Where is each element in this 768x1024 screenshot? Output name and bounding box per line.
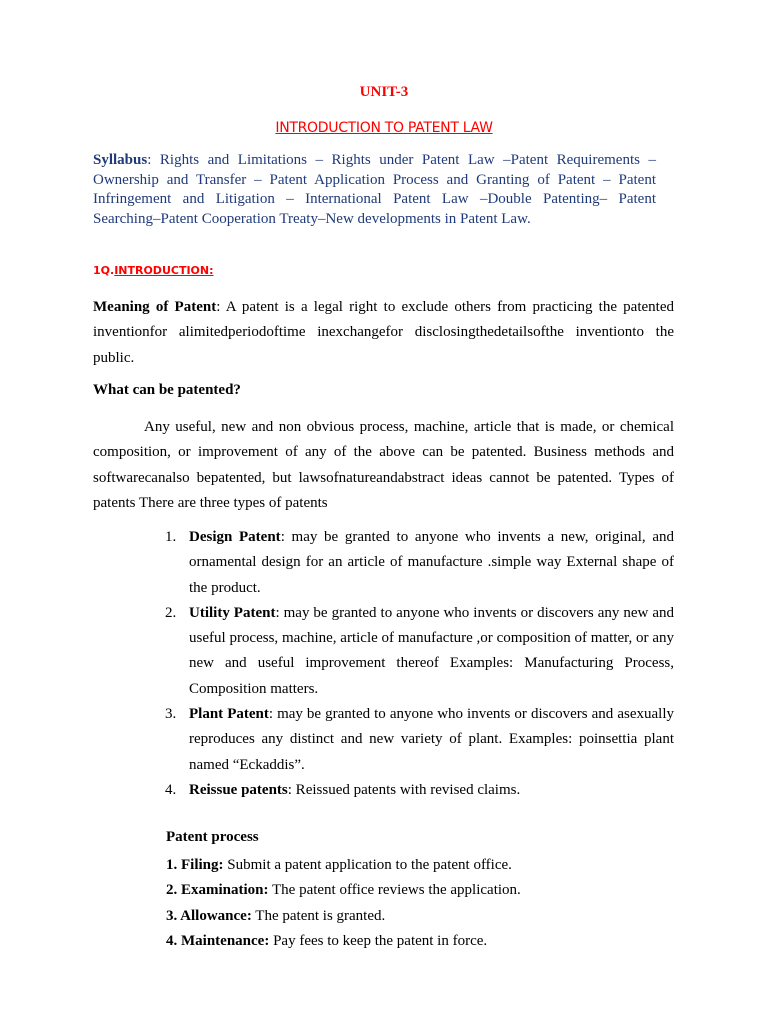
process-step-label: 3. Allowance: xyxy=(166,907,252,924)
meaning-paragraph xyxy=(93,295,674,371)
patent-process-list xyxy=(166,853,674,954)
list-item-label: Plant Patent xyxy=(189,706,269,723)
unit-title: UNIT-3 xyxy=(359,84,409,100)
process-step-label: 4. Maintenance: xyxy=(166,932,270,949)
syllabus-paragraph xyxy=(93,151,656,229)
process-step-text: The patent is granted. xyxy=(251,907,386,924)
list-item-number: 1. xyxy=(165,529,177,545)
useful-paragraph: Any useful, new and non obvious process, machine, article that is made, or chemical composition, or improvement of any of the above can be patented. Business methods and softwarecanalso bepatented, but lawsofnatureandabstract ideas cannot be patented. Types of patents There are three types of patents xyxy=(93,419,674,511)
list-item xyxy=(166,904,674,929)
intro-heading-label: INTRODUCTION: xyxy=(114,264,214,277)
meaning-label: Meaning of Patent xyxy=(93,299,217,315)
list-item xyxy=(166,853,674,878)
syllabus-text: : Rights and Limitations – Rights under Patent Law –Patent Requirements – Ownership and Transfer – Patent Application Process and Granting of Patent – Patent Infringement and Litigation – International Patent Law –Double Patenting– Patent Searching–Patent Cooperation Treaty–New developments in Patent Law. xyxy=(93,152,656,227)
patent-process-heading: Patent process xyxy=(166,829,259,845)
list-item-number: 2. xyxy=(165,604,177,621)
intro-heading-prefix: 1Q. xyxy=(93,264,115,277)
list-item-text: : may be granted to anyone who invents or discovers and asexually reproduces any distinct and new variety of plant. Examples: poinsettia plant named “Eckaddis”. xyxy=(189,706,674,773)
list-item-number: 4. xyxy=(165,781,177,798)
process-step-label: 1. Filing: xyxy=(166,857,224,873)
list-item xyxy=(165,778,674,803)
process-step-label: 2. Examination: xyxy=(166,882,269,899)
intro-heading xyxy=(93,264,214,277)
list-item-text: : may be granted to anyone who invents a new, original, and ornamental design for an article of manufacture .simple way External shape of the product. xyxy=(189,529,674,596)
patent-types-list xyxy=(165,525,674,803)
list-item-number: 3. xyxy=(165,706,177,723)
list-item-label: Design Patent xyxy=(189,529,281,545)
meaning-text: : A patent is a legal right to exclude others from practicing the patented inventionfor alimitedperiodoftime inexchangefor disclosingthedetailsofthe inventionto the public. xyxy=(93,299,674,366)
process-step-text: The patent office reviews the application. xyxy=(268,882,521,899)
main-title: INTRODUCTION TO PATENT LAW xyxy=(275,120,493,136)
process-step-text: Submit a patent application to the patent office. xyxy=(223,857,512,873)
what-can-be-patented-heading: What can be patented? xyxy=(93,382,241,398)
list-item xyxy=(165,525,674,601)
list-item-text: : may be granted to anyone who invents or discovers any new and useful process, machine, article of manufacture ,or composition of matter, or any new and useful improvement thereof Examples: Manufacturing Process, Composition matters. xyxy=(189,604,674,697)
list-item-text: : Reissued patents with revised claims. xyxy=(287,781,521,798)
list-item xyxy=(165,601,674,702)
list-item-label: Utility Patent xyxy=(189,604,276,621)
list-item xyxy=(165,702,674,778)
list-item xyxy=(166,878,674,903)
list-item-label: Reissue patents xyxy=(189,781,288,798)
process-step-text: Pay fees to keep the patent in force. xyxy=(269,932,488,949)
syllabus-label: Syllabus xyxy=(93,152,148,168)
list-item xyxy=(166,929,674,954)
